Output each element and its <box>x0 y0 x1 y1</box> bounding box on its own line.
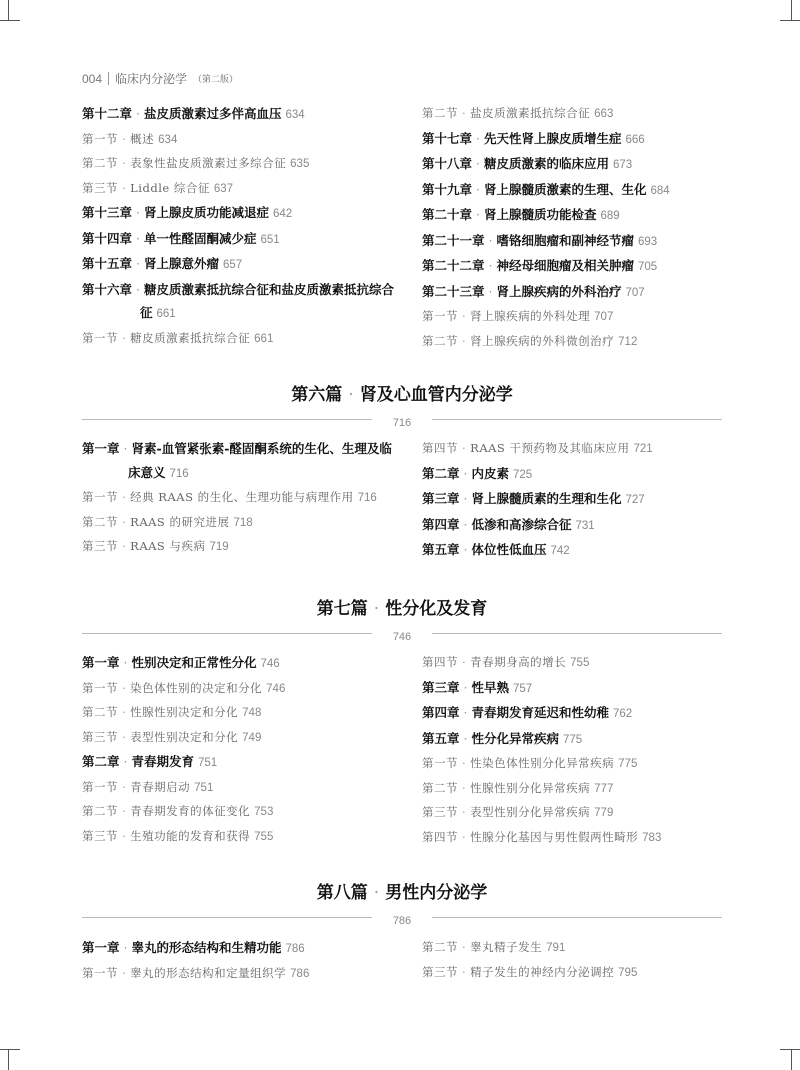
part-page: 746 <box>392 631 412 643</box>
toc-chapter[interactable]: 第十八章 · 糖皮质激素的临床应用 673 <box>422 156 633 171</box>
toc-section[interactable]: 第二节 · 青春期发育的体征变化 753 <box>82 804 274 818</box>
part-title: 第七篇 · 性分化及发育 <box>316 599 488 619</box>
part-page: 716 <box>392 417 412 429</box>
toc-section[interactable]: 第三节 · Liddle 综合征 637 <box>82 180 234 195</box>
toc-chapter[interactable]: 第一章 · 睾丸的形态结构和生精功能 786 <box>82 940 305 955</box>
toc-section[interactable]: 第三节 · 生殖功能的发育和获得 755 <box>82 828 274 843</box>
toc-section[interactable]: 第二节 · 表象性盐皮质激素过多综合征 635 <box>82 156 310 170</box>
toc-chapter[interactable]: 第一章 · 性别决定和正常性分化 746 <box>82 655 280 670</box>
toc-chapter[interactable]: 第二章 · 青春期发育 751 <box>82 754 218 769</box>
toc-section[interactable]: 第二节 · 性腺性别分化异常疾病 777 <box>422 780 614 795</box>
part-page-rule <box>82 909 722 925</box>
crop-mark <box>8 0 9 20</box>
toc-block <box>82 102 722 354</box>
toc-section[interactable]: 第一节 · 经典 RAAS 的生化、生理功能与病理作用 716 <box>82 490 377 504</box>
toc-section[interactable]: 第三节 · 精子发生的神经内分泌调控 795 <box>422 964 638 979</box>
toc-section[interactable]: 第一节 · 性染色体性别分化异常疾病 775 <box>422 756 638 770</box>
book-title: 临床内分泌学 <box>115 72 188 86</box>
toc-right-column <box>406 437 722 564</box>
toc-chapter[interactable]: 第二十章 · 肾上腺髓质功能检查 689 <box>422 207 620 222</box>
toc-chapter[interactable]: 第二十二章 · 神经母细胞瘤及相关肿瘤 705 <box>422 258 658 273</box>
part-heading[interactable] <box>82 878 722 925</box>
toc-chapter[interactable]: 第十九章 · 肾上腺髓质激素的生理、生化 684 <box>422 181 670 197</box>
toc-section[interactable]: 第二节 · 肾上腺疾病的外科微创治疗 712 <box>422 333 638 348</box>
edition: （第二版） <box>193 75 239 85</box>
part-page: 786 <box>392 915 412 927</box>
toc-section[interactable]: 第一节 · 青春期启动 751 <box>82 779 214 794</box>
toc-section[interactable]: 第二节 · 性腺性别决定和分化 748 <box>82 705 262 719</box>
toc-chapter[interactable]: 第十五章 · 肾上腺意外瘤 657 <box>82 256 243 271</box>
crop-mark <box>791 1050 792 1070</box>
part-page-rule <box>82 411 722 427</box>
toc-block <box>82 437 722 564</box>
toc-chapter[interactable]: 第十四章 · 单一性醛固酮减少症 651 <box>82 230 280 246</box>
toc-section[interactable]: 第三节 · 表型性别分化异常疾病 779 <box>422 805 614 819</box>
toc-chapter[interactable]: 第十二章 · 盐皮质激素过多伴高血压 634 <box>82 106 305 121</box>
part-title: 第八篇 · 男性内分泌学 <box>316 883 488 903</box>
toc-left-column <box>82 651 402 850</box>
crop-mark <box>0 1049 20 1050</box>
crop-mark <box>8 1050 9 1070</box>
toc-block <box>82 936 722 986</box>
toc-right-column <box>406 936 722 986</box>
page-number: 004 <box>82 71 103 86</box>
toc-chapter[interactable]: 第四章 · 青春期发育延迟和性幼稚 762 <box>422 705 633 720</box>
toc-section[interactable]: 第一节 · 概述 634 <box>82 131 178 146</box>
toc-section[interactable]: 第二节 · RAAS 的研究进展 718 <box>82 514 253 529</box>
toc-section[interactable]: 第三节 · RAAS 与疾病 719 <box>82 539 229 553</box>
crop-mark <box>780 20 800 21</box>
crop-mark <box>780 1049 800 1050</box>
toc-right-column <box>406 651 722 850</box>
toc-chapter[interactable]: 第五章 · 体位性低血压 742 <box>422 542 570 557</box>
toc-section[interactable]: 第四节 · 青春期身高的增长 755 <box>422 655 590 669</box>
toc-section[interactable]: 第一节 · 肾上腺疾病的外科处理 707 <box>422 309 614 323</box>
toc-right-column <box>406 102 722 354</box>
toc-chapter[interactable]: 第三章 · 肾上腺髓质素的生理和生化 727 <box>422 491 645 506</box>
toc-chapter[interactable]: 第十六章 · 糖皮质激素抵抗综合征和盐皮质激素抵抗综合 征 661 <box>82 281 395 320</box>
running-header <box>82 70 238 87</box>
toc-section[interactable]: 第一节 · 睾丸的形态结构和定量组织学 786 <box>82 965 310 980</box>
toc-left-column <box>82 102 402 354</box>
toc-left-column <box>82 936 402 986</box>
toc-chapter[interactable]: 第五章 · 性分化异常疾病 775 <box>422 730 583 746</box>
toc-section[interactable]: 第四节 · RAAS 干预药物及其临床应用 721 <box>422 441 653 455</box>
part-title: 第六篇 · 肾及心血管内分泌学 <box>291 385 513 405</box>
toc-section[interactable]: 第二节 · 睾丸精子发生 791 <box>422 940 566 954</box>
toc-chapter[interactable]: 第一章 · 肾素-血管紧张素-醛固酮系统的生化、生理及临 床意义 716 <box>82 441 392 480</box>
header-divider <box>108 72 109 85</box>
crop-mark <box>0 20 20 21</box>
toc-chapter[interactable]: 第二章 · 内皮素 725 <box>422 465 533 481</box>
toc-section[interactable]: 第二节 · 盐皮质激素抵抗综合征 663 <box>422 106 614 120</box>
toc-chapter[interactable]: 第十七章 · 先天性肾上腺皮质增生症 666 <box>422 130 645 146</box>
toc-section[interactable]: 第三节 · 表型性别决定和分化 749 <box>82 729 262 744</box>
toc-block <box>82 651 722 850</box>
toc-chapter[interactable]: 第三章 · 性早熟 757 <box>422 679 533 695</box>
toc-section[interactable]: 第一节 · 糖皮质激素抵抗综合征 661 <box>82 330 274 345</box>
crop-mark <box>791 0 792 20</box>
toc-chapter[interactable]: 第二十一章 · 嗜铬细胞瘤和副神经节瘤 693 <box>422 232 658 248</box>
toc-section[interactable]: 第一节 · 染色体性别的决定和分化 746 <box>82 680 286 695</box>
toc-left-column <box>82 437 402 564</box>
toc-section[interactable]: 第四节 · 性腺分化基因与男性假两性畸形 783 <box>422 829 662 844</box>
toc-chapter[interactable]: 第四章 · 低渗和高渗综合征 731 <box>422 516 595 532</box>
part-heading[interactable] <box>82 594 722 641</box>
part-page-rule <box>82 625 722 641</box>
toc-chapter[interactable]: 第二十三章 · 肾上腺疾病的外科治疗 707 <box>422 283 645 299</box>
part-heading[interactable] <box>82 380 722 427</box>
toc-chapter[interactable]: 第十三章 · 肾上腺皮质功能减退症 642 <box>82 205 293 220</box>
